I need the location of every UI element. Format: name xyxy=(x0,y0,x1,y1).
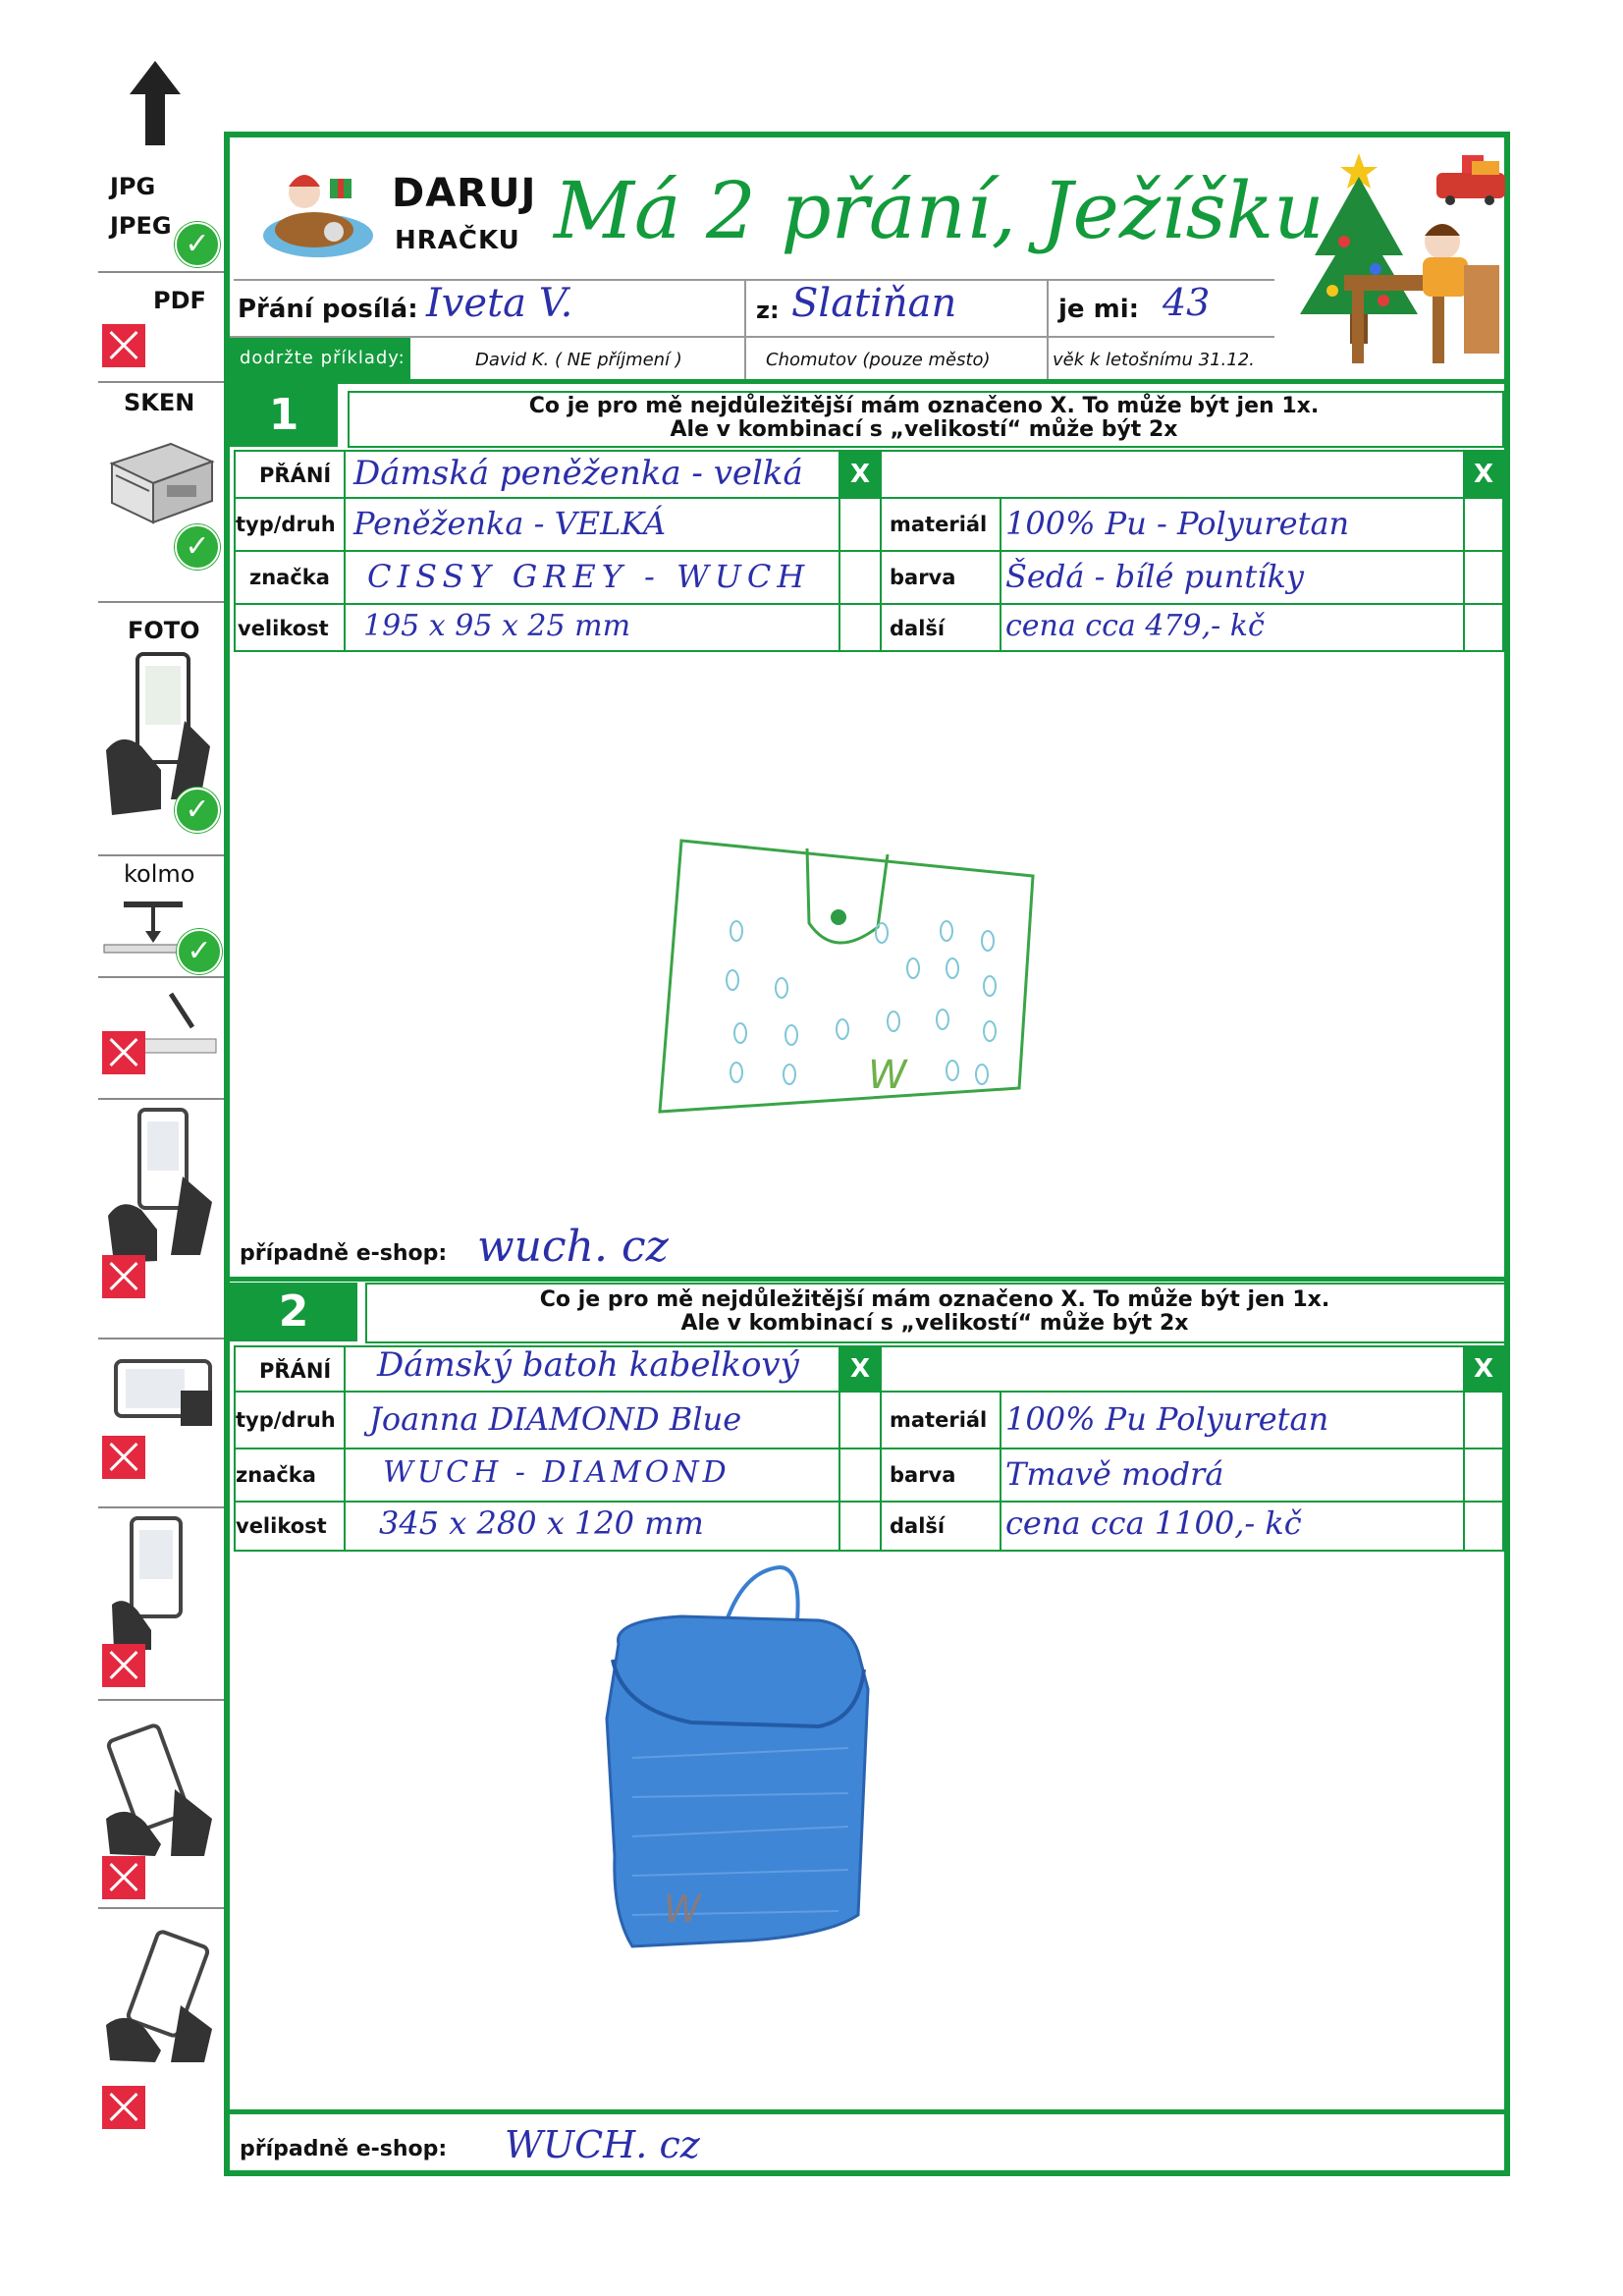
typ-druh-value: Joanna DIAMOND Blue xyxy=(369,1400,742,1438)
page-title: Má 2 přání, Ježíšku xyxy=(554,165,1325,256)
eshop-label: případně e-shop: xyxy=(240,2137,448,2161)
eshop-value: wuch. cz xyxy=(477,1222,669,1272)
check-icon: ✓ xyxy=(175,788,220,833)
prani-label: PŘÁNÍ xyxy=(259,464,332,487)
cross-icon xyxy=(102,2086,145,2129)
sidebar-divider xyxy=(98,271,224,273)
sidebar-divider xyxy=(98,1338,224,1339)
sidebar-divider xyxy=(98,854,224,856)
example-city: Chomutov (pouze město) xyxy=(766,350,991,370)
material-value: 100% Pu Polyuretan xyxy=(1005,1400,1329,1438)
check-icon: ✓ xyxy=(175,222,220,267)
jpg-label: JPG xyxy=(110,173,156,200)
znacka-label: značka xyxy=(236,1463,316,1487)
wish-value: Dámská peněženka - velká xyxy=(353,454,803,493)
table-col-line xyxy=(344,1345,346,1552)
wish-drawing xyxy=(642,825,1055,1139)
table-row-line xyxy=(234,550,1504,552)
instruction-line-1: Co je pro mě nejdůležitější mám označeno X. To může být jen 1x. xyxy=(528,394,1320,418)
daruj-brand: DARUJ xyxy=(392,171,537,216)
rotated-phone-icon xyxy=(102,1721,220,1858)
wish-value: Dámský batoh kabelkový xyxy=(377,1345,799,1385)
wish-form xyxy=(224,132,1510,2176)
eshop-value: WUCH. cz xyxy=(505,2123,700,2166)
table-row-line xyxy=(234,1501,1504,1503)
scanner-icon xyxy=(102,424,220,532)
velikost-label: velikost xyxy=(238,617,329,640)
sidebar-divider xyxy=(98,381,224,383)
x-mark-cell: X xyxy=(840,452,880,497)
up-arrow-icon xyxy=(126,59,185,147)
sidebar-divider xyxy=(98,1699,224,1701)
typ-druh-label: typ/druh xyxy=(236,1408,336,1432)
typ-druh-value: Peněženka - VELKÁ xyxy=(353,505,667,542)
foto-label: FOTO xyxy=(128,617,200,644)
table-row-line xyxy=(234,603,1504,605)
material-label: materiál xyxy=(890,513,988,536)
pdf-label: PDF xyxy=(153,287,206,314)
table-row-line xyxy=(234,1448,1504,1449)
wish-number-badge: 1 xyxy=(230,384,338,447)
barva-label: barva xyxy=(890,566,956,589)
cross-icon xyxy=(102,1031,145,1074)
wish-number-badge: 2 xyxy=(230,1283,357,1341)
sidebar-divider xyxy=(98,601,224,603)
velikost-value: 195 x 95 x 25 mm xyxy=(363,609,631,643)
dalsi-value: cena cca 1100,- kč xyxy=(1005,1504,1302,1542)
hracku-brand: HRAČKU xyxy=(395,226,520,255)
typ-druh-label: typ/druh xyxy=(236,513,336,536)
sender-age-value: 43 xyxy=(1163,281,1211,324)
examples-label: dodržte příklady: xyxy=(240,348,406,368)
sender-name-value: Iveta V. xyxy=(426,281,573,326)
je-mi-label: je mi: xyxy=(1058,295,1139,324)
kolmo-label: kolmo xyxy=(124,860,195,888)
material-value: 100% Pu - Polyuretan xyxy=(1005,505,1350,542)
sidebar-divider xyxy=(98,976,224,978)
table-col-line xyxy=(1000,1391,1001,1552)
table-col-line xyxy=(344,450,346,652)
sender-underline xyxy=(234,279,1274,281)
znacka-value: WUCH - DIAMOND xyxy=(383,1455,730,1490)
jpeg-label: JPEG xyxy=(110,212,172,240)
table-col-line xyxy=(880,1345,882,1552)
x-mark-cell: X xyxy=(1465,452,1502,497)
material-label: materiál xyxy=(890,1408,988,1432)
section-divider xyxy=(230,379,1510,384)
landscape-phone-icon xyxy=(102,1351,220,1430)
table-row-line xyxy=(234,497,1504,499)
barva-value: Šedá - bílé puntíky xyxy=(1005,558,1304,595)
example-age: věk k letošnímu 31.12. xyxy=(1053,350,1255,370)
z-label: z: xyxy=(756,297,780,324)
sidebar-divider xyxy=(98,1098,224,1100)
sidebar-divider xyxy=(98,1506,224,1508)
eshop-top-line xyxy=(230,2109,1510,2114)
prani-label: PŘÁNÍ xyxy=(259,1359,332,1383)
barva-value: Tmavě modrá xyxy=(1005,1455,1224,1493)
divider xyxy=(744,281,746,379)
cross-icon xyxy=(102,324,145,367)
drawing-mark: W xyxy=(868,1053,907,1098)
rotated-phone-icon xyxy=(102,1927,220,2064)
barva-label: barva xyxy=(890,1463,956,1487)
example-name: David K. ( NE příjmení ) xyxy=(475,350,682,370)
check-icon: ✓ xyxy=(177,929,222,974)
znacka-label: značka xyxy=(249,566,330,589)
znacka-value: CISSY GREY - WUCH xyxy=(367,558,811,595)
phone-photo-icon xyxy=(102,1516,220,1654)
section-divider xyxy=(230,1277,1510,1282)
gift-icon xyxy=(1433,147,1507,206)
x-mark-cell: X xyxy=(1465,1347,1502,1391)
cross-icon xyxy=(102,1856,145,1899)
eshop-label: případně e-shop: xyxy=(240,1241,448,1266)
phone-photo-icon xyxy=(102,1108,220,1265)
divider xyxy=(1047,281,1049,379)
velikost-value: 345 x 280 x 120 mm xyxy=(379,1504,704,1542)
cross-icon xyxy=(102,1436,145,1479)
dalsi-label: další xyxy=(890,617,946,640)
velikost-label: velikost xyxy=(236,1514,327,1538)
x-mark-cell: X xyxy=(840,1347,880,1391)
wish-drawing xyxy=(573,1561,927,1954)
table-row-line xyxy=(234,1391,1504,1393)
dalsi-label: další xyxy=(890,1514,946,1538)
santa-logo-icon xyxy=(259,157,387,265)
table-col-line xyxy=(1000,497,1001,652)
drawing-mark: W xyxy=(664,1887,701,1931)
sender-city-value: Slatiňan xyxy=(791,281,957,326)
sken-label: SKEN xyxy=(124,389,195,416)
dalsi-value: cena cca 479,- kč xyxy=(1005,609,1265,643)
instruction-line-2: Ale v kombinací s „velikostí“ může být 2x xyxy=(680,1311,1189,1336)
table-col-line xyxy=(880,450,882,652)
instruction-line-2: Ale v kombinací s „velikostí“ může být 2x xyxy=(670,417,1178,442)
cross-icon xyxy=(102,1255,145,1298)
check-icon: ✓ xyxy=(175,524,220,570)
instruction-line-1: Co je pro mě nejdůležitější mám označeno X. To může být jen 1x. xyxy=(539,1287,1330,1312)
cross-icon xyxy=(102,1644,145,1687)
prani-posila-label: Přání posílá: xyxy=(238,295,418,324)
sidebar-divider xyxy=(98,1907,224,1909)
